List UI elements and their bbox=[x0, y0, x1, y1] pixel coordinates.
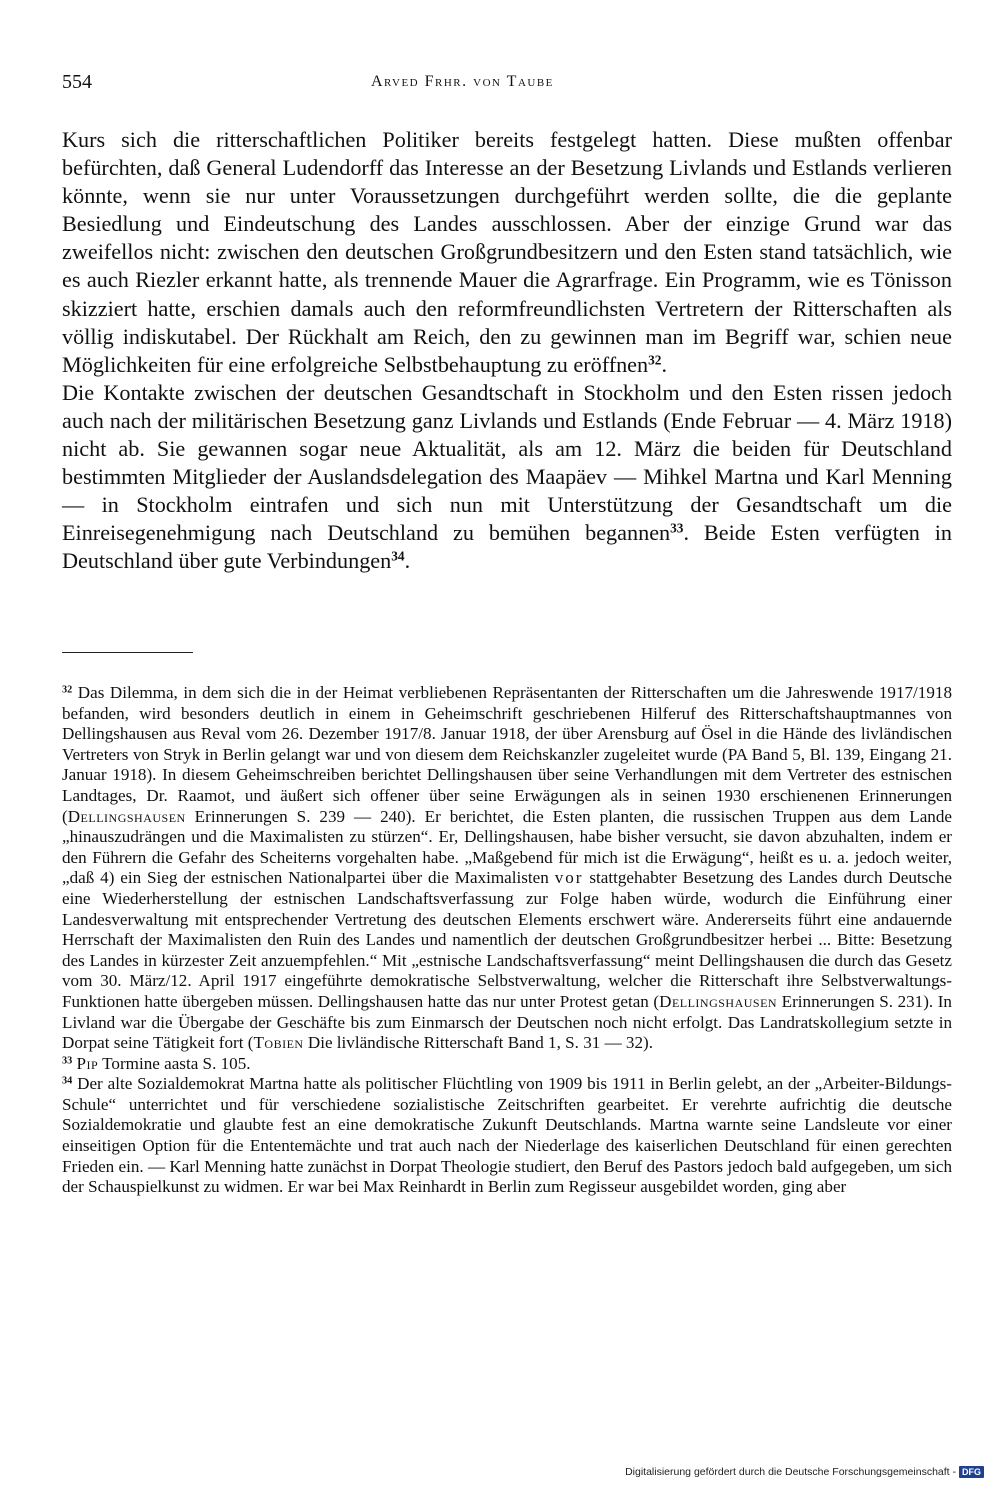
footnote-number: 32 bbox=[62, 684, 73, 696]
footnote-ref[interactable]: 34 bbox=[391, 549, 405, 565]
paragraph: Kurs sich die ritterschaftlichen Politiker bereits festgelegt hatten. Diese mußten offenbar befürchten, daß General Ludendorff das Interesse an der Besetzung Livlands und Estlands verlieren könnte, wenn sie nur unter Voraussetzungen durchgeführt werden sollte, die die geplante Besiedlung und Eindeutschung des Landes ausschlossen. Aber der einzige Grund war das zweifellos nicht: zwischen den deutschen Großgrundbesitzern und den Esten stand tatsächlich, wie es auch Riezler erkannt hatte, als trennende Mauer die Agrarfrage. Ein Programm, wie es Tönisson skizziert hatte, erschien damals auch den reformfreundlichsten Vertretern der Ritterschaften als völlig indiskutabel. Der Rückhalt am Reich, den zu gewinnen man im Begriff war, schien neue Möglichkeiten für eine erfolgreiche Selbstbehauptung zu eröffnen$^{32}$. bbox=[62, 127, 952, 377]
footnote-number: 34 bbox=[62, 1075, 73, 1087]
main-text bbox=[62, 126, 952, 576]
footnote-33: $^{33}$ Pip Tormine aasta S. 105. bbox=[62, 1053, 251, 1073]
footnote-ref[interactable]: 32 bbox=[648, 352, 662, 368]
page-number: 554 bbox=[62, 71, 92, 93]
running-head: Arved Frhr. von Taube bbox=[371, 73, 554, 90]
paragraph: Die Kontakte zwischen der deutschen Gesandtschaft in Stockholm und den Esten rissen jedoch auch nach der militärischen Besetzung ganz Livlands und Estlands (Ende Februar — 4. März 1918) nicht ab. Sie gewannen sogar neue Aktualität, als am 12. März die beiden für Deutschland bestimmten Mitglieder der Auslandsdelegation des Maapäev — Mihkel Martna und Karl Menning — in Stockholm eintrafen und sich nun mit Unterstützung der Gesandtschaft um die Einreisegenehmigung nach Deutschland zu bemühen begannen$^{33}$. Beide Esten verfügten in Deutschland über gute Verbindungen$^{34}$. bbox=[62, 379, 952, 574]
digitization-note: Digitalisierung gefördert durch die Deutsche Forschungsgemeinschaft - bbox=[625, 1466, 956, 1478]
footnote-ref[interactable]: 33 bbox=[670, 521, 684, 536]
dfg-logo: DFG bbox=[959, 1466, 984, 1478]
footnotes bbox=[62, 683, 952, 1198]
footnote-32: $^{32}$ Das Dilemma, in dem sich die in der Heimat verbliebenen Repräsentanten der Ritterschaften um die Jahreswende 1917/1918 befanden, wird besonders deutlich in einem in Geheimschrift geschriebenen Hilferuf des Ritterschaftshauptmannes von Dellingshausen aus Reval vom 26. Dezember 1917/8. Januar 1918, der über Arensburg auf Ösel in die Hände des livländischen Vertreters von Stryk in Berlin gelangt war und von diesem dem Reichskanzler zugeleitet wurde (PA Band 5, Bl. 139, Eingang 21. Januar 1918). In diesem Geheimschreiben berichtet Dellingshausen über seine Verhandlungen mit dem Vertreter des estnischen Landtages, Dr. Raamot, und äußert sich offener über seine Erwägungen als in seinen 1930 erschienenen Erinnerungen (Dellingshausen Erinnerungen S. 239 — 240). Er berichtet, die Esten planten, die russischen Truppen aus dem Lande „hinauszudrängen und die Maximalisten zu stürzen“. Er, Dellingshausen, habe bisher versucht, sie davon abzuhalten, indem er den Führern die Gefahr des Scheiterns vorgehalten habe. „Maßgebend für mich ist die Erwägung“, heißt es u. a. jedoch weiter, „daß 4) ein Sieg der estnischen Nationalpartei über die Maximalisten vor stattgehabter Besetzung des Landes durch Deutsche eine Wiederherstellung der estnischen Landschaftsverfassung zur Folge haben würde, wodurch die Einführung einer Landesverwaltung mit entsprechender Vertretung des deutschen Elements erschwert wäre. Andererseits führt eine andauernde Herrschaft der Maximalisten den Ruin des Landes und namentlich der deutschen Großgrundbesitzer herbei ... Bitte: Besetzung des Landes in kürzester Zeit anzuempfehlen.“ Mit „estnische Landschaftsverfassung“ meint Dellingshausen die durch das Gesetz vom 30. März/12. April 1917 eingeführte demokratische Selbstverwaltung, welcher die Ritterschaft ihre Selbstverwaltungs-Funktionen hatte übergeben müssen. Dellingshausen hatte das nur unter Protest getan (Dellingshausen Erinnerungen S. 231). In Livland war die Übergabe der Geschäfte bis zum Einmarsch der Deutschen noch nicht erfolgt. Das Landratskollegium setzte in Dorpat seine Tätigkeit fort (Tobien Die livländische Ritterschaft Band 1, S. 31 — 32). bbox=[62, 683, 952, 1053]
footnote-34: $^{34}$ Der alte Sozialdemokrat Martna hatte als politischer Flüchtling von 1909 bis 1911 in Berlin gelebt, an der „Arbeiter-Bildungs-Schule“ unterrichtet und für verschiedene sozialistische Zeitschriften gearbeitet. Er verehrte aufrichtig die deutsche Sozialdemokratie und glaubte fest an eine demokratische Zukunft Deutschlands. Martna warnte seine Landsleute vor einer einseitigen Option für die Ententemächte und trat auch nach der Niederlage des kaiserlichen Deutschland für einen gerechten Frieden ein. — Karl Menning hatte zunächst in Dorpat Theologie studiert, den Beruf des Pastors jedoch bald aufgegeben, um sich der Schauspielkunst zu widmen. Er war bei Max Reinhardt in Berlin zum Regisseur ausgebildet worden, ging aber bbox=[62, 1074, 952, 1197]
digitization-footer bbox=[625, 1466, 984, 1478]
footnote-divider bbox=[62, 652, 193, 653]
footnote-number: 33 bbox=[62, 1055, 73, 1067]
